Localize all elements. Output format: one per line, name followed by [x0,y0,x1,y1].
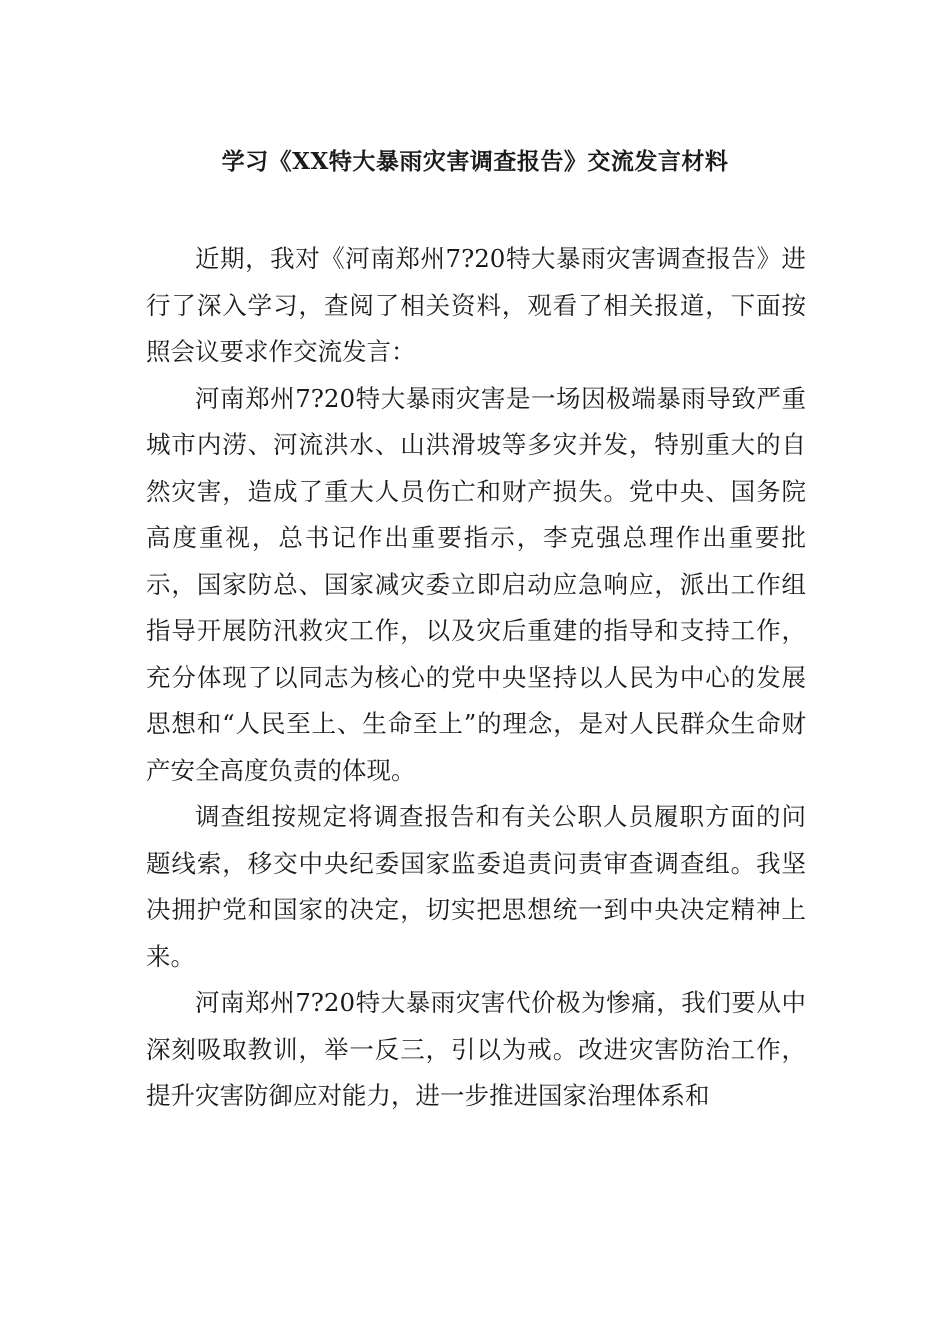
document-body [146,236,806,1120]
paragraph-lessons: 河南郑州7?20特大暴雨灾害代价极为惨痛，我们要从中深刻吸取教训，举一反三，引以为戒。改进灾害防治工作，提升灾害防御应对能力，进一步推进国家治理体系和 [146,988,806,1110]
paragraph-disaster-overview: 河南郑州7?20特大暴雨灾害是一场因极端暴雨导致严重城市内涝、河流洪水、山洪滑坡等多灾并发，特别重大的自然灾害，造成了重大人员伤亡和财产损失。党中央、国务院高度重视，总书记作出重要指示，李克强总理作出重要批示，国家防总、国家减灾委立即启动应急响应，派出工作组指导开展防汛救灾工作，以及灾后重建的指导和支持工作，充分体现了以同志为核心的党中央坚持以人民为中心的发展思想和“人民至上、生命至上”的理念，是对人民群众生命财产安全高度负责的体现。 [146,383,806,785]
paragraph-intro: 近期，我对《河南郑州7?20特大暴雨灾害调查报告》进行了深入学习，查阅了相关资料，观看了相关报道，下面按照会议要求作交流发言： [146,244,806,366]
paragraph-investigation: 调查组按规定将调查报告和有关公职人员履职方面的问题线索，移交中央纪委国家监委追责问责审查调查组。我坚决拥护党和国家的决定，切实把思想统一到中央决定精神上来。 [146,802,806,971]
document-title: 学习《XX特大暴雨灾害调查报告》交流发言材料 [221,148,729,175]
